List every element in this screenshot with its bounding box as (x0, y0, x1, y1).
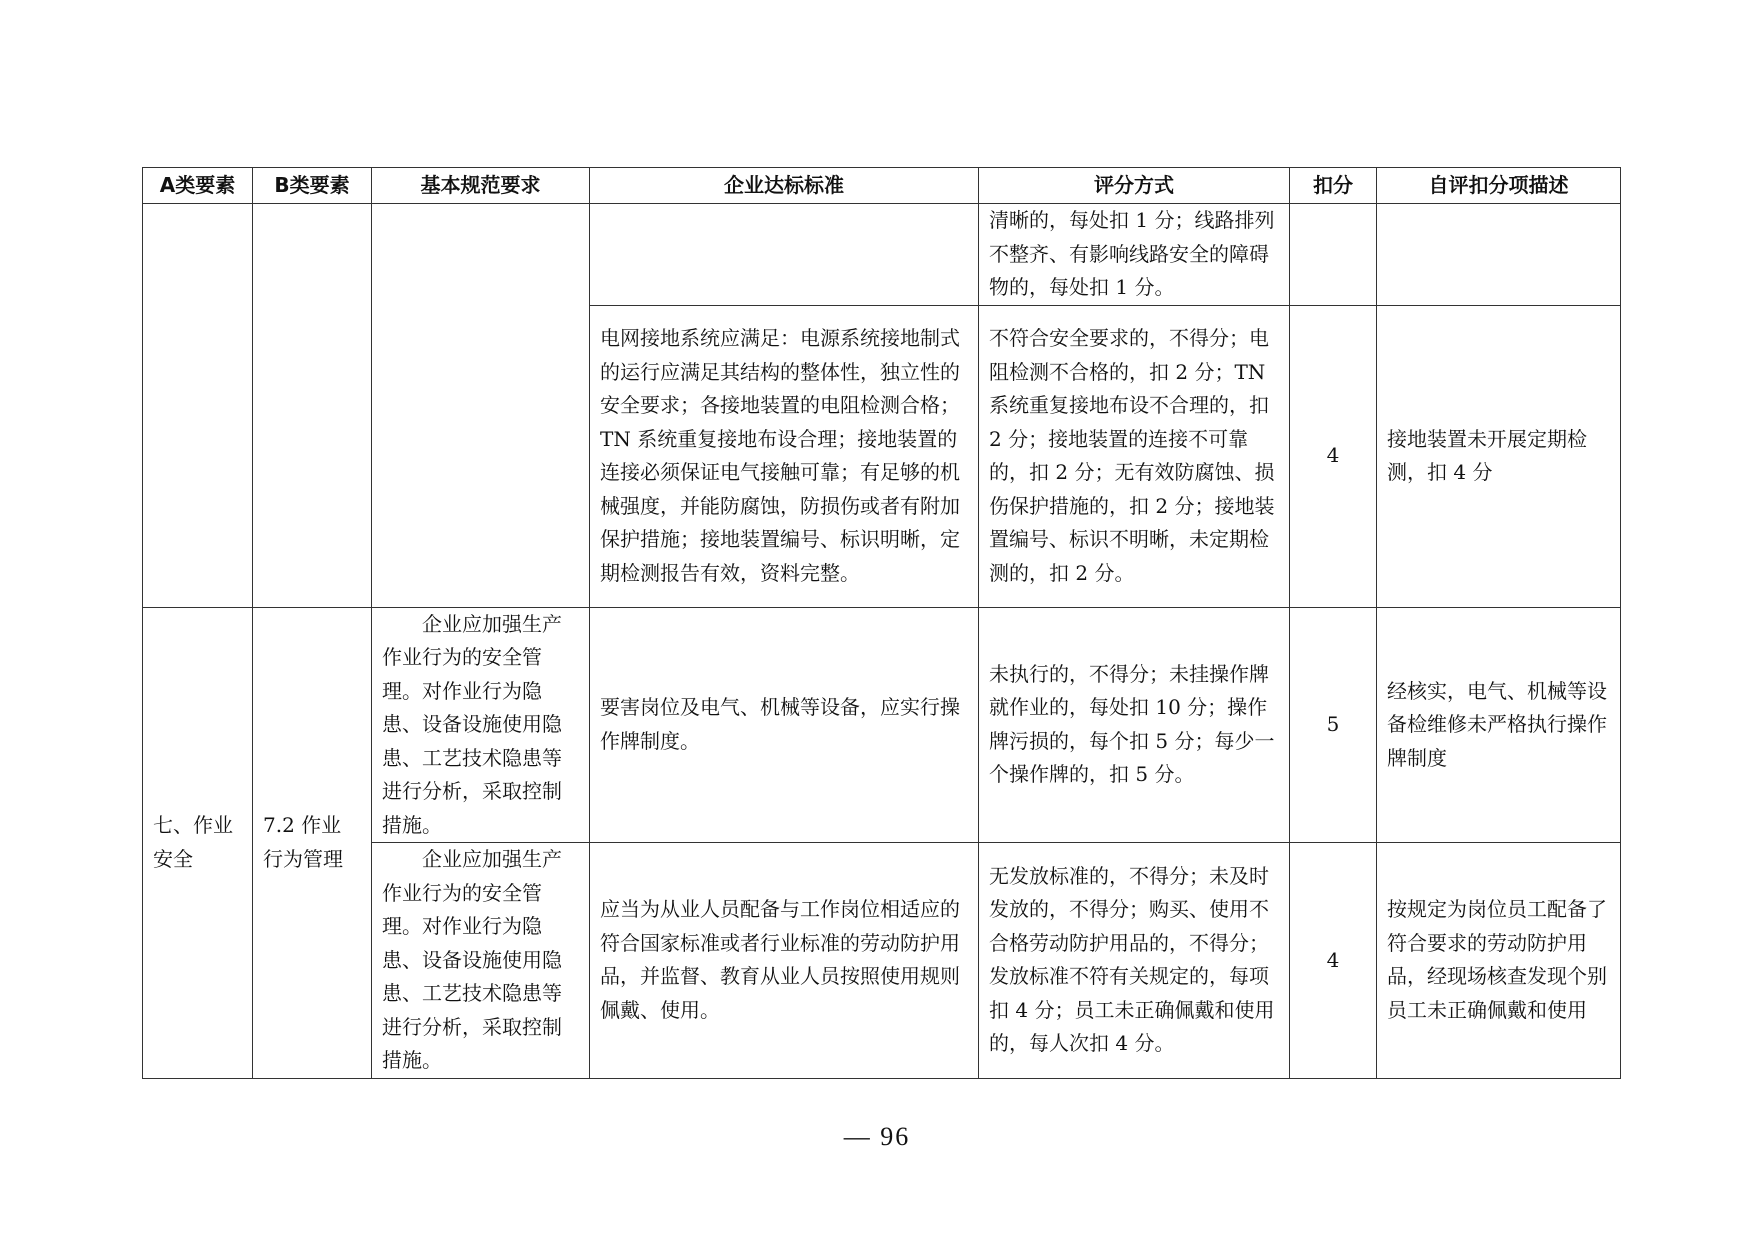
page-number: — 96 (843, 1122, 911, 1151)
cell-deduction: 4 (1290, 305, 1377, 607)
cell-scoring-method: 不符合安全要求的，不得分；电阻检测不合格的，扣 2 分；TN 系统重复接地布设不合理的，扣 2 分；接地装置的连接不可靠的，扣 2 分；无有效防腐蚀、损伤保护措施的，扣 2 分；接地装置编号、标识不明晰，未定期检测的，扣 2 分。 (979, 305, 1290, 607)
header-self-eval-description: 自评扣分项描述 (1377, 168, 1621, 204)
cell-a-element (143, 204, 253, 608)
cell-scoring-method: 清晰的，每处扣 1 分；线路排列不整齐、有影响线路安全的障碍物的，每处扣 1 分。 (979, 204, 1290, 306)
cell-a-element: 七、作业安全 (143, 607, 253, 1078)
cell-basic-requirement: 企业应加强生产作业行为的安全管理。对作业行为隐患、设备设施使用隐患、工艺技术隐患等进行分析，采取控制措施。 (372, 607, 590, 843)
header-b-element: B类要素 (253, 168, 372, 204)
cell-standard: 电网接地系统应满足：电源系统接地制式的运行应满足其结构的整体性，独立性的安全要求；各接地装置的电阻检测合格；TN 系统重复接地布设合理；接地装置的连接必须保证电气接触可靠；有足够的机械强度，并能防腐蚀，防损伤或者有附加保护措施；接地装置编号、标识明晰，定期检测报告有效，资料完整。 (590, 305, 979, 607)
table-header-row (143, 168, 1621, 204)
cell-b-element (253, 204, 372, 608)
cell-self-eval-description: 经核实，电气、机械等设备检维修未严格执行操作牌制度 (1377, 607, 1621, 843)
cell-deduction: 5 (1290, 607, 1377, 843)
header-standard: 企业达标标准 (590, 168, 979, 204)
cell-standard (590, 204, 979, 306)
evaluation-table (142, 167, 1621, 1079)
cell-basic-requirement (372, 204, 590, 608)
cell-scoring-method: 无发放标准的，不得分；未及时发放的，不得分；购买、使用不合格劳动防护用品的，不得分；发放标准不符有关规定的，每项扣 4 分；员工未正确佩戴和使用的，每人次扣 4 分。 (979, 843, 1290, 1079)
header-basic-requirement: 基本规范要求 (372, 168, 590, 204)
cell-self-eval-description: 接地装置未开展定期检测，扣 4 分 (1377, 305, 1621, 607)
header-scoring-method: 评分方式 (979, 168, 1290, 204)
cell-standard: 要害岗位及电气、机械等设备，应实行操作牌制度。 (590, 607, 979, 843)
cell-scoring-method: 未执行的，不得分；未挂操作牌就作业的，每处扣 10 分；操作牌污损的，每个扣 5 分；每少一个操作牌的，扣 5 分。 (979, 607, 1290, 843)
cell-standard: 应当为从业人员配备与工作岗位相适应的符合国家标准或者行业标准的劳动防护用品，并监督、教育从业人员按照使用规则佩戴、使用。 (590, 843, 979, 1079)
cell-deduction (1290, 204, 1377, 306)
table-row (143, 607, 1621, 843)
header-a-element: A类要素 (143, 168, 253, 204)
table-row (143, 204, 1621, 306)
cell-basic-requirement: 企业应加强生产作业行为的安全管理。对作业行为隐患、设备设施使用隐患、工艺技术隐患等进行分析，采取控制措施。 (372, 843, 590, 1079)
cell-self-eval-description: 按规定为岗位员工配备了符合要求的劳动防护用品，经现场核查发现个别员工未正确佩戴和使用 (1377, 843, 1621, 1079)
header-deduction: 扣分 (1290, 168, 1377, 204)
cell-b-element: 7.2 作业行为管理 (253, 607, 372, 1078)
cell-deduction: 4 (1290, 843, 1377, 1079)
cell-self-eval-description (1377, 204, 1621, 306)
